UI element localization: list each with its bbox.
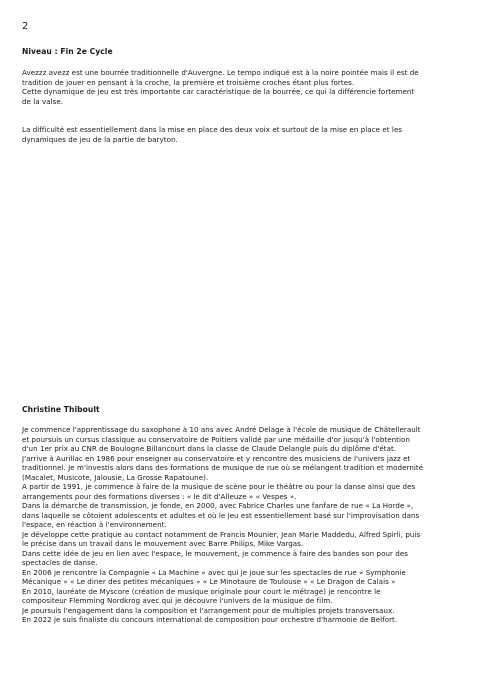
text-line: d'un 1er prix au CNR de Boulogne Billancourt dans la classe de Claude Delangle puis du diplôme d'état.	[22, 444, 397, 453]
text-line: Je développe cette pratique au contact notamment de Francis Mounier, Jean Marie Maddedu, Alfred Spirli, puis	[22, 529, 421, 539]
text-line: Je poursuis l'engagement dans la composition et l'arrangement pour de multiples projets transversaux.	[22, 605, 395, 615]
text-line: Dans la démarche de transmission, je fonde, en 2000, avec Fabrice Charles une fanfare de rue « La Horde »,	[22, 501, 414, 510]
text-line: et poursuis un cursus classique au conservatoire de Poitiers validé par une médaille d'or jusqu'à l'obtention	[22, 434, 410, 444]
bio-paragraph	[22, 425, 460, 625]
text-line: dynamiques de jeu de la partie de baryton.	[22, 134, 178, 144]
text-line: La difficulté est essentiellement dans la mise en place des deux voix et surtout de la mise en place et les	[22, 125, 403, 134]
text-line: Mécanique » « Le diner des petites mécaniques » « Le Minotaure de Toulouse » « Le Dragon de Calais »	[22, 577, 396, 586]
text-line: traditionnel. Je m'investis alors dans des formations de musique de rue où se mélangent tradition et modernité	[22, 463, 424, 472]
text-line: tradition de jouer en pensant à la croche, la première et troisième croches étant plus fortes.	[22, 77, 355, 87]
text-line: Dans cette idée de jeu en lien avec l'espace, le mouvement, je commence à faire des bandes son pour des	[22, 548, 408, 558]
text-line: En 2010, lauréate de Myscore (création de musique originale pour court le métrage) je rencontre le	[22, 586, 381, 596]
text-line: Je commence l'apprentissage du saxophone à 10 ans avec André Delage à l'école de musique de Châtellerault	[22, 425, 421, 434]
text-line: Cette dynamique de jeu est très importante car caractéristique de la bourrée, ce qui la différencie fortement	[22, 87, 415, 96]
text-line: de la valse.	[22, 96, 64, 106]
text-line: spectacles de danse.	[22, 558, 98, 567]
bio-heading: Christine Thiboult	[22, 405, 100, 414]
level-paragraph-1	[22, 68, 460, 106]
level-paragraph-2	[22, 125, 460, 144]
text-line: En 2006 je rencontre la Compagnie « La Machine » avec qui je joue sur les spectacles de rue « Symphonie	[22, 567, 406, 577]
text-line: J'arrive à Aurillac en 1986 pour enseigner au conservatoire et y rencontre des musiciens de l'univers jazz et	[22, 453, 411, 463]
text-line: compositeur Flemming Nordkrog avec qui je découvre l'univers de la musique de film.	[22, 596, 333, 605]
text-line: A partir de 1991, je commence à faire de la musique de scène pour le théâtre ou pour la danse ainsi que des	[22, 482, 416, 491]
text-line: dans laquelle se côtoient adolescents et adultes et où le jeu est essentiellement basé sur l'improvisation dans	[22, 510, 420, 520]
text-line: Avezzz avezz est une bourrée traditionnelle d'Auvergne. Le tempo indiqué est à la noire pointée mais il est de	[22, 68, 419, 77]
text-line: l'espace, en réaction à l'environnement.	[22, 520, 167, 529]
level-heading: Niveau : Fin 2e Cycle	[22, 47, 113, 56]
text-line: arrangements pour des formations diverses : « le dit d'Alleuze » « Vespes ».	[22, 491, 297, 501]
text-line: (Macalet, Musicote, Jalousie, La Grosse Rapatoune).	[22, 472, 209, 482]
page-number: 2	[22, 21, 29, 32]
text-line: le précise dans un travail dans le mouvement avec Barre Philips, Mike Vargas.	[22, 539, 304, 548]
text-line: En 2022 je suis finaliste du concours international de composition pour orchestre d'harmonie de Belfort.	[22, 615, 398, 624]
